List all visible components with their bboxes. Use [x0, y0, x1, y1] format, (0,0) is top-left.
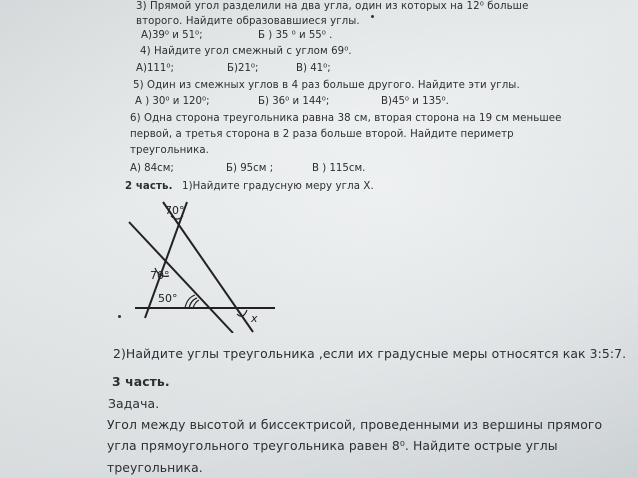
part3-heading: 3 часть. [112, 374, 170, 389]
q5-option-c: В)45⁰ и 135⁰. [381, 96, 449, 107]
q6-option-a: А) 84см; [130, 163, 174, 174]
q6-line-3: треугольника. [130, 145, 210, 156]
part3-task-label: Задача. [108, 396, 160, 411]
angle-label-bottom: 50° [158, 292, 178, 305]
transversal-right [163, 202, 253, 332]
angle-label-top: 70° [165, 204, 185, 217]
part2-question-1: 1)Найдите градусную меру угла X. [182, 181, 374, 192]
bullet-mark [118, 315, 121, 318]
q3-option-b: Б ) 35 ⁰ и 55⁰ . [258, 30, 333, 41]
q3-line-2: второго. Найдите образовавшиеся углы. [136, 16, 360, 27]
q6-option-c: В ) 115см. [312, 163, 366, 174]
q5-option-b: Б) 36⁰ и 144⁰; [258, 96, 330, 107]
q4-option-a: А)111⁰; [136, 63, 174, 74]
q3-option-a: А)39⁰ и 51⁰; [141, 30, 203, 41]
q3-line-1: 3) Прямой угол разделили на два угла, один из которых на 12⁰ больше [136, 1, 529, 12]
angle-figure [125, 198, 295, 333]
q6-option-b: Б) 95см ; [226, 163, 274, 174]
q6-line-1: 6) Одна сторона треугольника равна 38 см, вторая сторона на 19 см меньшее [130, 113, 562, 124]
q4-line: 4) Найдите угол смежный с углом 69⁰. [140, 46, 352, 57]
part2-question-2: 2)Найдите углы треугольника ,если их градусные меры относятся как 3:5:7. [113, 346, 627, 361]
q4-option-b: Б)21⁰; [227, 63, 259, 74]
part3-line-2: угла прямоугольного треугольника равен 8⁰. Найдите острые углы [107, 438, 558, 453]
part3-line-1: Угол между высотой и биссектрисой, проведенными из вершины прямого [107, 417, 603, 432]
q6-line-2: первой, а третья сторона в 2 раза больше второй. Найдите периметр [130, 129, 514, 140]
angle-label-mid: 70° [150, 269, 170, 282]
angle-label-x: x [251, 312, 258, 325]
angle-arc-bottom-3 [193, 300, 199, 308]
q4-option-c: В) 41⁰; [296, 63, 331, 74]
stray-mark [371, 15, 374, 18]
part3-line-3: треугольника. [107, 460, 203, 475]
q5-option-a: А ) 30⁰ и 120⁰; [135, 96, 210, 107]
part2-heading: 2 часть. [125, 181, 173, 192]
q5-line: 5) Один из смежных углов в 4 раз больше другого. Найдите эти углы. [133, 80, 520, 91]
